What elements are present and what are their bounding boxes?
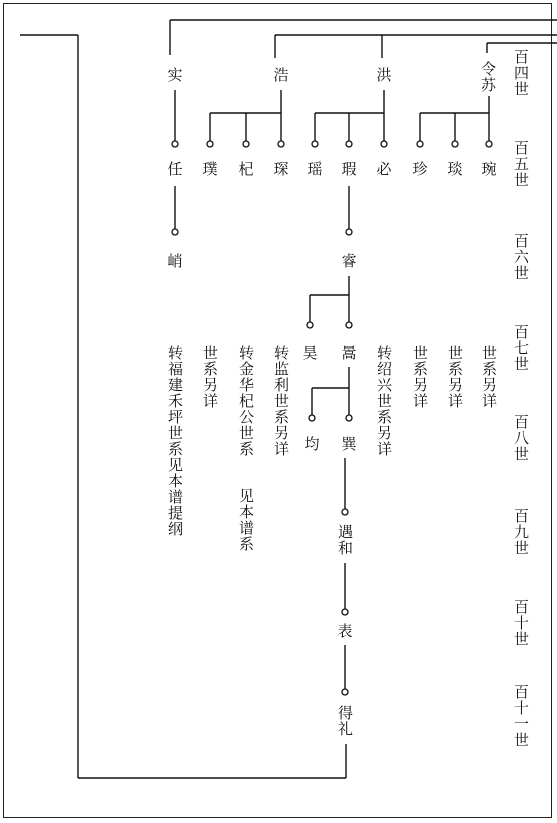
person-name: 睿: [341, 252, 357, 270]
note-zhen: 世系另详: [411, 345, 429, 409]
person-name: 得礼: [336, 705, 354, 737]
person-name: 瑕: [341, 160, 357, 178]
person-name: 珍: [412, 160, 428, 178]
person-name: 璞: [202, 160, 218, 178]
person-name: 令苏: [479, 61, 497, 93]
person-name: 瑶: [307, 160, 323, 178]
note-ren: 转福建禾坪世系见本谱提纲: [166, 345, 184, 537]
note-qi-extra: 见本谱系: [237, 488, 255, 552]
generation-label: 百八世: [512, 414, 530, 462]
person-name: 均: [304, 435, 320, 453]
person-name: 表: [337, 622, 353, 640]
person-name: 浩: [273, 66, 289, 84]
person-name: 琰: [447, 160, 463, 178]
generation-label: 百九世: [512, 508, 530, 556]
generation-label: 百十世: [512, 599, 530, 647]
person-name: 必: [376, 160, 392, 178]
person-name: 洪: [376, 66, 392, 84]
person-name: 昊: [302, 344, 318, 362]
generation-label: 百四世: [512, 49, 530, 97]
note-yan: 世系另详: [446, 345, 464, 409]
note-wan: 世系另详: [480, 345, 498, 409]
generation-label: 百五世: [512, 140, 530, 188]
person-name: 实: [167, 66, 183, 84]
generation-label: 百十一世: [512, 684, 530, 748]
person-name: 遇和: [336, 524, 354, 556]
person-name: 峭: [167, 252, 183, 270]
generation-label: 百七世: [512, 324, 530, 372]
person-name: 琬: [481, 160, 497, 178]
note-pu: 世系另详: [201, 345, 219, 409]
person-name: 暠: [341, 344, 357, 362]
person-name: 杞: [238, 160, 254, 178]
note-bi: 转绍兴世系另详: [375, 345, 393, 457]
note-qi: 转金华杞公世系: [237, 345, 255, 457]
person-name: 巽: [341, 435, 357, 453]
person-name: 任: [167, 160, 183, 178]
note-cai: 转监利世系另详: [272, 345, 290, 457]
generation-label: 百六世: [512, 233, 530, 281]
person-name: 琛: [273, 160, 289, 178]
